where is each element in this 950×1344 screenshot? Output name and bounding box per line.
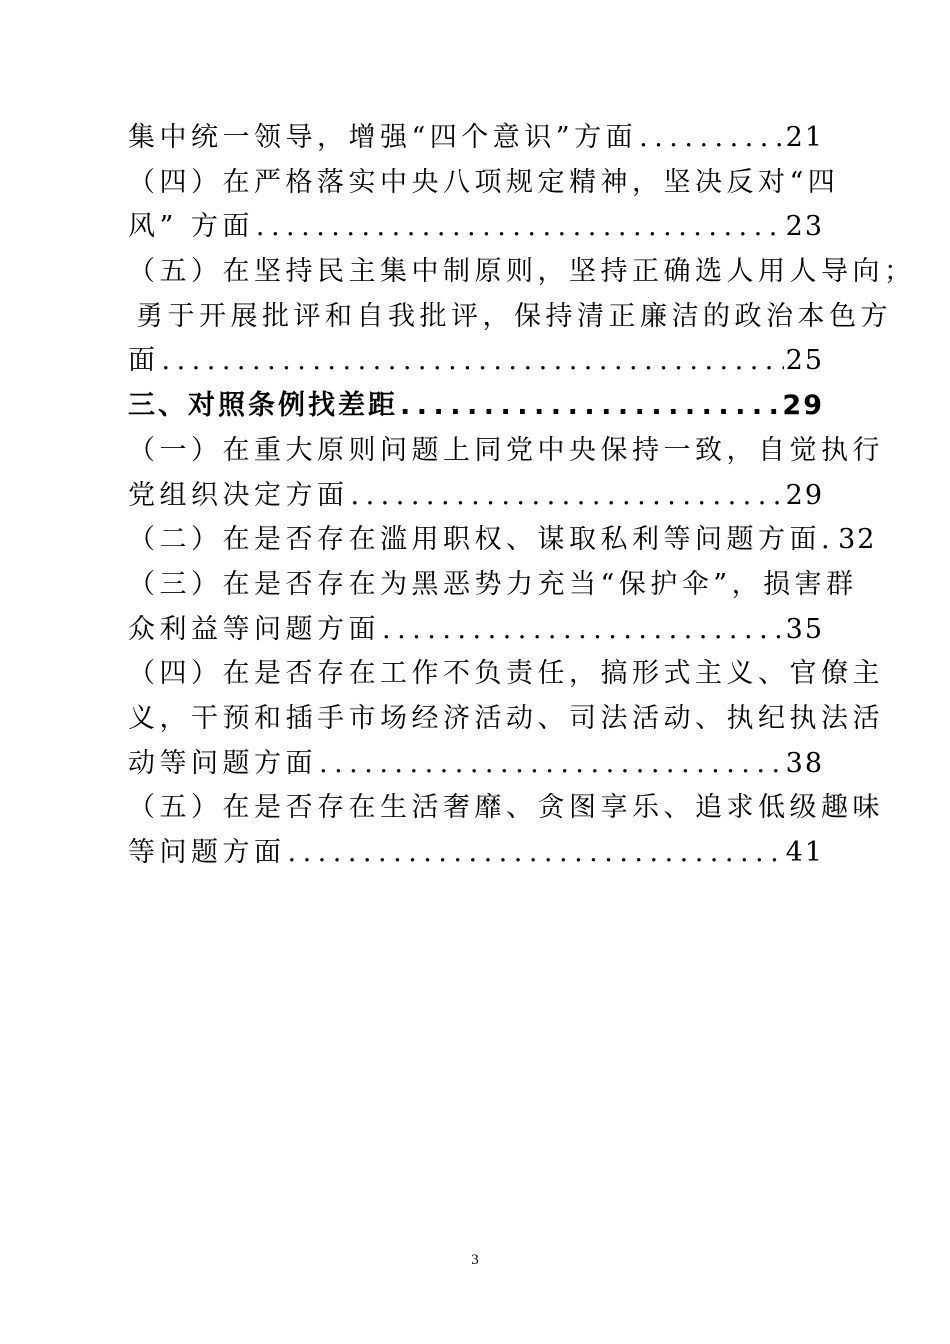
toc-line[interactable] [128, 697, 884, 742]
toc-line[interactable] [128, 161, 840, 206]
toc-entry-text: 党组织决定方面 [128, 479, 349, 511]
toc-page-number: 35 [785, 613, 824, 645]
toc-line[interactable] [128, 518, 877, 563]
toc-line[interactable] [128, 474, 824, 519]
toc-leader-dots [319, 742, 784, 787]
toc-line[interactable] [128, 295, 892, 340]
toc-leader-dots [351, 474, 784, 519]
toc-page-number: 23 [785, 211, 824, 243]
toc-page-number: 29 [785, 479, 824, 511]
toc-entry-text: 众利益等问题方面 [128, 613, 380, 645]
toc-leader-dots [400, 384, 780, 429]
toc-entry-text: （四）在是否存在工作不负责任，搞形式主义、官僚主 [128, 658, 884, 690]
toc-leader-dots [639, 116, 784, 161]
toc-line[interactable] [128, 429, 884, 474]
toc-page-number: 29 [782, 390, 824, 422]
toc-entry-text: 面 [128, 345, 160, 377]
toc-page-number: 41 [785, 837, 824, 868]
toc-entry-text: 义，干预和插手市场经济活动、司法活动、执纪执法活 [128, 702, 884, 734]
toc-line[interactable] [128, 339, 824, 384]
toc-entry-text: 动等问题方面 [128, 747, 317, 779]
toc-entry-text: （四）在严格落实中央八项规定精神，坚决反对“四 [128, 166, 840, 198]
toc-page-number: 32 [838, 524, 877, 556]
toc-leader-dots [382, 608, 784, 653]
toc-leader-dots [256, 205, 784, 250]
toc-section-heading[interactable] [128, 384, 824, 429]
table-of-contents [128, 116, 916, 876]
toc-page-number: 25 [785, 345, 824, 377]
toc-line[interactable] [128, 116, 824, 161]
toc-entry-text: 风” 方面 [128, 211, 254, 243]
toc-page-number: 21 [785, 122, 824, 153]
toc-page-number: 38 [785, 747, 824, 779]
toc-entry-text: 三、对照条例找差距 [128, 390, 398, 422]
toc-entry-text: 等问题方面 [128, 837, 286, 868]
toc-line[interactable] [128, 608, 824, 653]
toc-line[interactable] [128, 652, 884, 697]
toc-line[interactable] [128, 250, 916, 295]
toc-entry-text: （二）在是否存在滥用职权、谋取私利等问题方面. [128, 524, 835, 556]
toc-entry-text: 勇于开展批评和自我批评，保持清正廉洁的政治本色方 [136, 300, 892, 332]
toc-line[interactable] [128, 205, 824, 250]
page-number: 3 [471, 1252, 479, 1268]
toc-entry-text: （一）在重大原则问题上同党中央保持一致，自觉执行 [128, 434, 884, 466]
toc-entry-text: （五）在坚持民主集中制原则，坚持正确选人用人导向； [128, 256, 916, 288]
toc-line[interactable] [128, 831, 824, 876]
toc-line[interactable] [128, 742, 824, 787]
toc-entry-text: （五）在是否存在生活奢靡、贪图享乐、追求低级趣味 [128, 792, 884, 824]
toc-entry-text: 集中统一领导，增强“四个意识”方面 [128, 122, 638, 153]
toc-entry-text: （三）在是否存在为黑恶势力充当“保护伞”，损害群 [128, 568, 858, 600]
toc-leader-dots [288, 831, 784, 876]
toc-leader-dots [162, 339, 784, 384]
toc-line[interactable] [128, 786, 884, 831]
toc-line[interactable] [128, 563, 858, 608]
